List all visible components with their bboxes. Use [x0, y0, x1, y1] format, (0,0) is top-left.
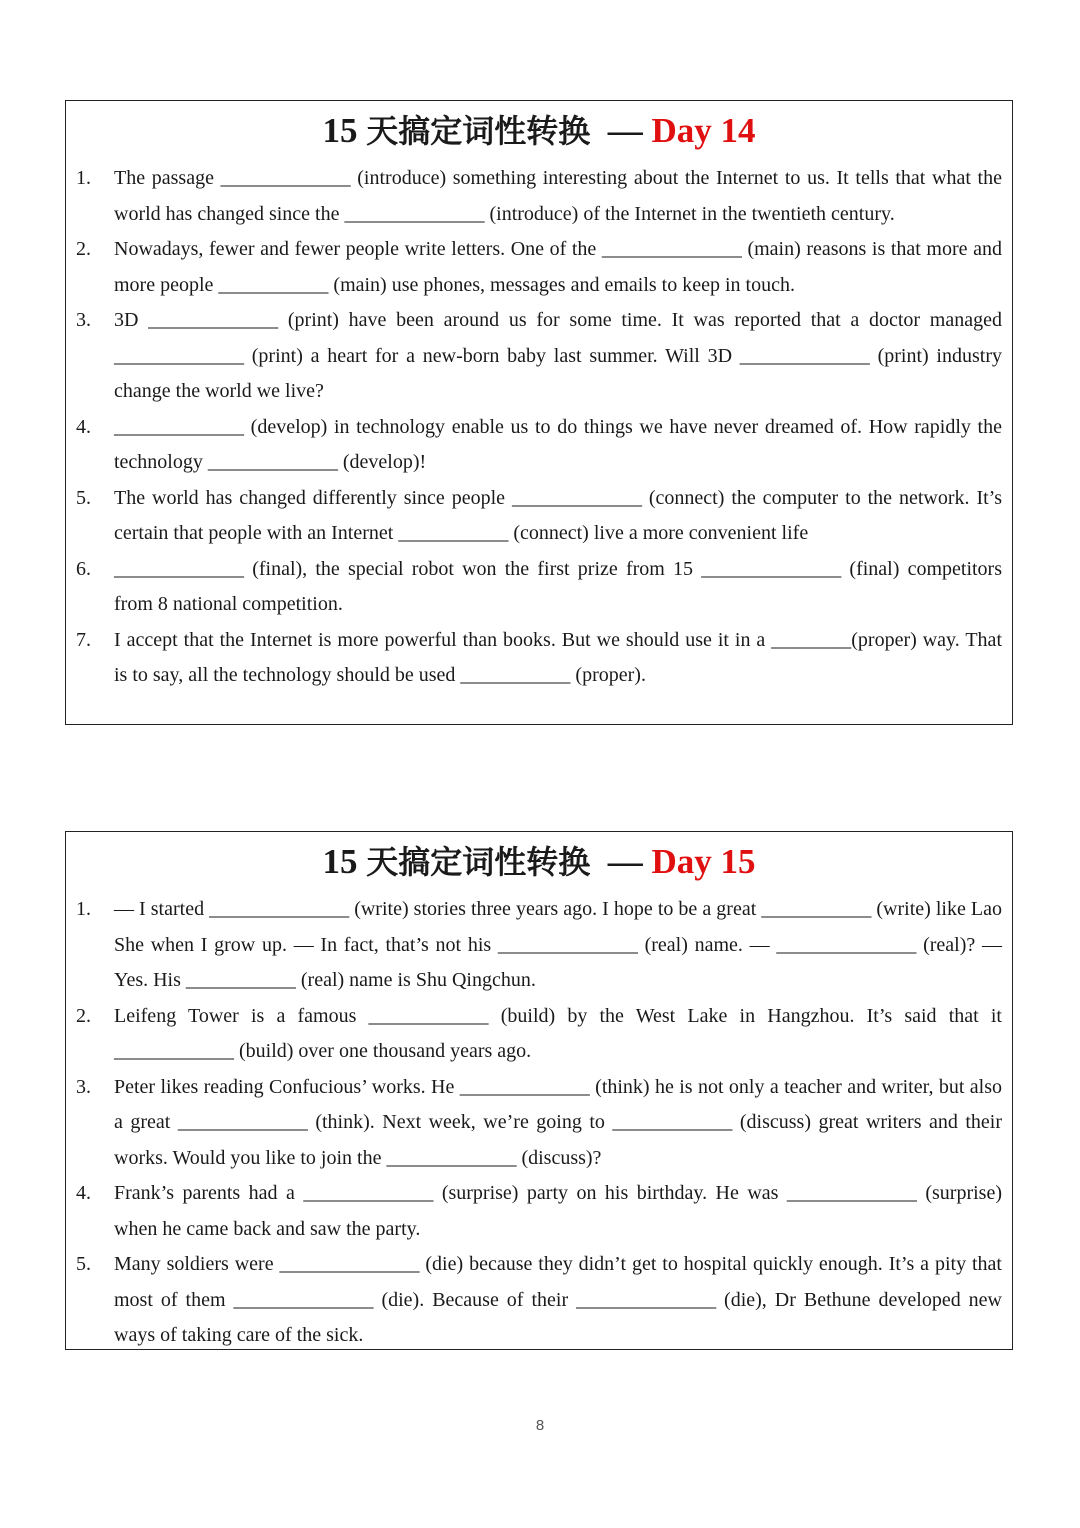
- question-text: The world has changed differently since people _____________ (connect) the computer to the network. It’s certain that people with an Internet ___________ (connect) live a more convenient life: [114, 486, 1002, 544]
- question-text: I accept that the Internet is more powerful than books. But we should use it in a ________(proper) way. That is to say, all the technology should be used ___________ (proper).: [114, 628, 1002, 686]
- question-number: 6.: [76, 557, 91, 580]
- question-number: 2.: [76, 1004, 91, 1027]
- question-number: 1.: [76, 898, 91, 920]
- question-item: [66, 410, 1012, 481]
- page-number: 8: [535, 1417, 545, 1434]
- title-number: 15: [322, 842, 358, 881]
- question-item: [66, 1247, 1012, 1354]
- question-item: [66, 161, 1012, 232]
- question-number: 4.: [76, 415, 91, 438]
- question-text: _____________ (final), the special robot won the first prize from 15 ______________ (final) competitors from 8 national competition.: [114, 557, 1002, 615]
- title-dash: —: [607, 111, 643, 150]
- title-number: 15: [322, 111, 358, 150]
- question-item: [66, 1176, 1012, 1247]
- question-text: Nowadays, fewer and fewer people write letters. One of the ______________ (main) reasons is that more and more people ___________ (main) use phones, messages and emails to keep in touch.: [114, 238, 1002, 296]
- title-day: Day 15: [651, 842, 756, 881]
- question-item: [66, 999, 1012, 1070]
- question-text: 3D _____________ (print) have been around us for some time. It was reported that a doctor managed _____________ (print) a heart for a new-born baby last summer. Will 3D _____________ (print) industry change the world we live?: [114, 309, 1002, 402]
- question-item: [66, 481, 1012, 552]
- question-item: [66, 892, 1012, 999]
- question-number: 4.: [76, 1182, 91, 1204]
- question-item: [66, 623, 1012, 694]
- title-chinese: 天搞定词性转换: [366, 112, 591, 150]
- exercise-box-day14: [65, 100, 1013, 725]
- title-day: Day 14: [651, 111, 756, 150]
- question-number: 5.: [76, 486, 91, 509]
- question-list: [66, 161, 1012, 694]
- question-item: [66, 303, 1012, 410]
- question-item: [66, 1070, 1012, 1177]
- question-list: [66, 892, 1012, 1354]
- question-number: 7.: [76, 628, 91, 651]
- question-number: 3.: [76, 1075, 91, 1098]
- exercise-title: [66, 101, 1012, 161]
- question-text: — I started ______________ (write) stories three years ago. I hope to be a great ___________ (write) like Lao She when I grow up. — In fact, that’s not his ______________ (real) name. — ______________ (real)? — Yes. His ___________ (real) name is Shu Qingchun.: [114, 898, 1002, 991]
- title-dash: —: [607, 842, 643, 881]
- question-text: Leifeng Tower is a famous ____________ (build) by the West Lake in Hangzhou. It’s said that it ____________ (build) over one thousand years ago.: [114, 1004, 1002, 1062]
- question-text: _____________ (develop) in technology enable us to do things we have never dreamed of. How rapidly the technology _____________ (develop)!: [114, 415, 1002, 473]
- question-item: [66, 232, 1012, 303]
- question-number: 3.: [76, 309, 91, 331]
- exercise-title: [66, 832, 1012, 892]
- question-number: 2.: [76, 238, 91, 260]
- title-chinese: 天搞定词性转换: [366, 843, 591, 881]
- question-text: Peter likes reading Confucious’ works. He _____________ (think) he is not only a teacher and writer, but also a great _____________ (think). Next week, we’re going to ____________ (discuss) great writers and their works. Would you like to join the _____________ (discuss)?: [114, 1075, 1002, 1169]
- exercise-box-day15: [65, 831, 1013, 1350]
- question-number: 5.: [76, 1253, 91, 1275]
- question-text: Many soldiers were ______________ (die) because they didn’t get to hospital quickly enough. It’s a pity that most of them ______________ (die). Because of their ______________ (die), Dr Bethune developed new ways of taking care of the sick.: [114, 1253, 1002, 1346]
- question-text: The passage _____________ (introduce) something interesting about the Internet to us. It tells that what the world has changed since the ______________ (introduce) of the Internet in the twentieth century.: [114, 167, 1002, 225]
- question-text: Frank’s parents had a _____________ (surprise) party on his birthday. He was _____________ (surprise) when he came back and saw the party.: [114, 1182, 1002, 1240]
- question-item: [66, 552, 1012, 623]
- question-number: 1.: [76, 167, 91, 189]
